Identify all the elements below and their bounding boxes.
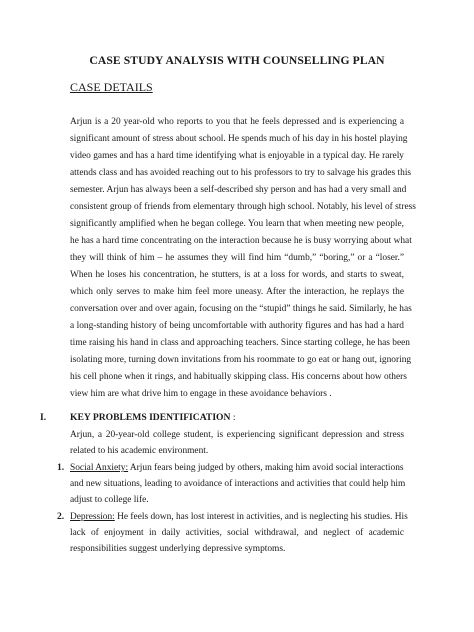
problem-item-number: 1.: [57, 462, 65, 473]
case-details-line: isolating more, turning down invitations from his roommate to go eat or hang out, ignoring: [70, 355, 412, 365]
case-details-line: his cell phone when it rings, and habitually skipping class. His concerns about how others: [70, 372, 407, 382]
case-details-line: video games and has a hard time identifying what is enjoyable in a typical day. He rarely: [70, 151, 404, 161]
key-problems-intro-line: related to his academic environment.: [70, 446, 209, 456]
problem-item-first-line: [70, 462, 404, 474]
problem-item-first-line: [70, 511, 408, 523]
key-problems-heading-suffix: :: [230, 412, 236, 423]
case-details-line: When he loses his concentration, he stutters, is at a loss for words, and starts to sweat,: [70, 270, 404, 280]
case-details-line: view him are what drive him to engage in these avoidance behaviors .: [70, 389, 332, 399]
problem-item-lead: Depression:: [70, 512, 115, 522]
document-title: CASE STUDY ANALYSIS WITH COUNSELLING PLAN: [89, 54, 385, 67]
case-details-heading: CASE DETAILS: [70, 80, 153, 94]
case-details-line: a long-standing history of being uncomfortable with authority figures and has had a hard: [70, 321, 404, 331]
case-details-line: which only serves to make him feel more uneasy. After the interaction, he replays the: [70, 287, 404, 297]
case-details-line: Arjun is a 20 year-old who reports to you that he feels depressed and is experiencing a: [70, 117, 404, 127]
case-details-line: significant amount of stress about school. He spends much of his day in his hostel playing: [70, 134, 408, 144]
case-details-line: conversation over and over again, focusing on the “stupid” things he said. Similarly, he has: [70, 304, 412, 314]
case-details-line: semester. Arjun has always been a self-described shy person and has had a very small and: [70, 185, 407, 195]
key-problems-heading-text: KEY PROBLEMS IDENTIFICATION: [70, 412, 231, 423]
case-details-line: significantly amplified when he began college. You learn that when meeting new people,: [70, 219, 404, 229]
problem-item-number: 2.: [57, 511, 65, 522]
problem-item-line: lack of enjoyment in daily activities, social withdrawal, and neglect of academic: [70, 528, 404, 538]
case-details-line: attends class and has avoided reaching out to his professors to try to salvage his grades this: [70, 168, 412, 178]
case-details-line: he has a hard time concentrating on the interaction because he is busy worrying about what: [70, 236, 412, 246]
case-details-line: they will think of him – he assumes they will find him “dumb,” “boring,” or a “loser.”: [70, 253, 404, 263]
problem-item-text: He feels down, has lost interest in activities, and is neglecting his studies. His: [114, 512, 408, 522]
key-problems-number: I.: [40, 412, 47, 423]
case-details-line: consistent group of friends from elementary through high school. Notably, his level of stress: [70, 202, 416, 212]
key-problems-heading: [70, 412, 236, 423]
key-problems-intro-line: Arjun, a 20-year-old college student, is experiencing significant depression and stress: [70, 430, 404, 440]
problem-item-line: adjust to college life.: [70, 495, 149, 505]
problem-item-line: responsibilities suggest underlying depressive symptoms.: [70, 544, 286, 554]
problem-item-text: Arjun fears being judged by others, making him avoid social interactions: [128, 463, 404, 473]
problem-item-lead: Social Anxiety:: [70, 463, 129, 473]
problem-item-line: and new situations, leading to avoidance of interactions and activities that could help him: [70, 479, 406, 489]
case-details-line: time raising his hand in class and approaching teachers. Since starting college, he has been: [70, 338, 410, 348]
